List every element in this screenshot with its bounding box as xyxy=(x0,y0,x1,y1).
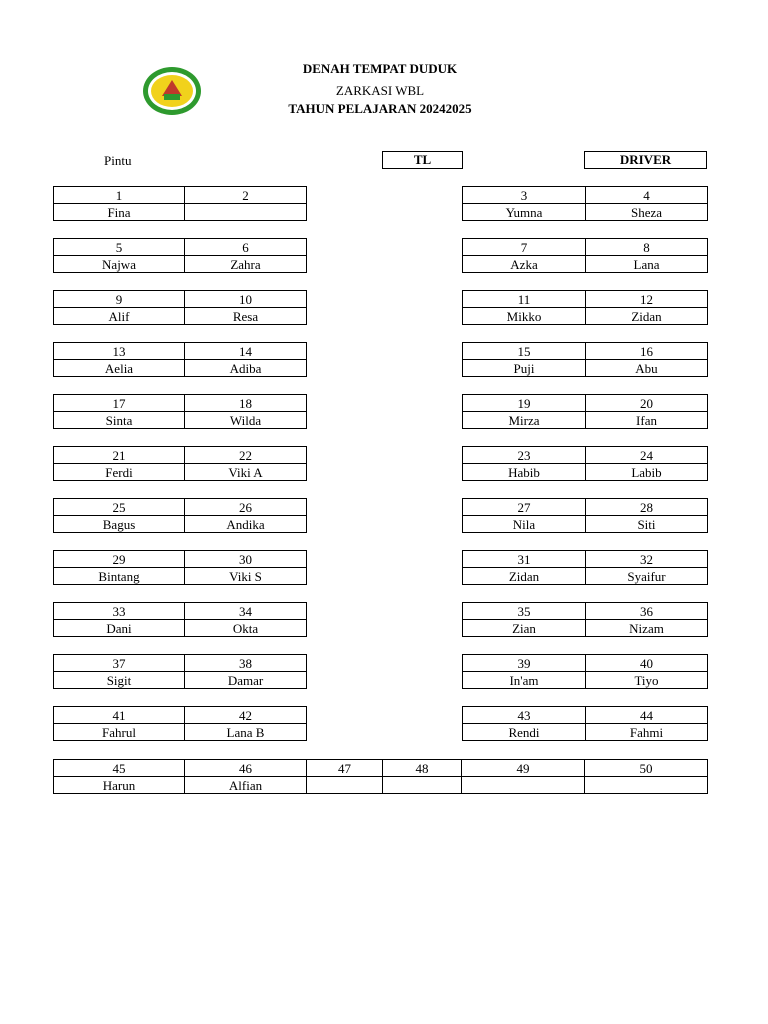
seat-pair-right xyxy=(462,446,708,481)
seat-name: Adiba xyxy=(185,360,307,377)
seat-name: Tiyo xyxy=(586,672,708,689)
seat-pair-right xyxy=(462,290,708,325)
seat-number: 3 xyxy=(463,187,586,204)
seat-pair-right xyxy=(462,550,708,585)
seat-name: Labib xyxy=(586,464,708,481)
seat-number: 13 xyxy=(54,343,185,360)
tl-label: TL xyxy=(382,151,463,169)
seat-pair-left xyxy=(53,342,307,377)
seat-names-row xyxy=(54,360,307,377)
driver-label: DRIVER xyxy=(584,151,707,169)
seat-name: Sinta xyxy=(54,412,185,429)
seat-name: Syaifur xyxy=(586,568,708,585)
page-subtitle: ZARKASI WBL xyxy=(335,83,425,98)
seat-names-row xyxy=(54,620,307,637)
seat-name xyxy=(185,204,307,221)
seat-number: 45 xyxy=(54,760,185,777)
seat-name: Zian xyxy=(463,620,586,637)
seat-number: 48 xyxy=(383,760,462,777)
seat-number: 38 xyxy=(185,655,307,672)
seat-name: Dani xyxy=(54,620,185,637)
seat-numbers-row xyxy=(54,551,307,568)
seat-name: In'am xyxy=(463,672,586,689)
seat-name: Nizam xyxy=(586,620,708,637)
seat-numbers-row xyxy=(463,603,708,620)
seat-names-row xyxy=(463,204,708,221)
seat-number: 11 xyxy=(463,291,586,308)
seat-name: Zidan xyxy=(586,308,708,325)
seat-numbers-row xyxy=(54,707,307,724)
seat-name: Azka xyxy=(463,256,586,273)
seat-number: 10 xyxy=(185,291,307,308)
seat-number: 26 xyxy=(185,499,307,516)
seat-number: 49 xyxy=(462,760,585,777)
seat-number: 14 xyxy=(185,343,307,360)
seat-name: Zahra xyxy=(185,256,307,273)
seat-name: Yumna xyxy=(463,204,586,221)
seat-name: Aelia xyxy=(54,360,185,377)
seat-number: 22 xyxy=(185,447,307,464)
seat-number: 42 xyxy=(185,707,307,724)
seat-name: Zidan xyxy=(463,568,586,585)
back-row-table xyxy=(53,759,708,794)
seat-pair-left xyxy=(53,446,307,481)
seat-name: Fahrul xyxy=(54,724,185,741)
seat-number: 5 xyxy=(54,239,185,256)
seat-pair-left xyxy=(53,706,307,741)
seat-numbers-row xyxy=(54,395,307,412)
seat-pair-right xyxy=(462,342,708,377)
seat-numbers-row xyxy=(463,343,708,360)
seat-names-row xyxy=(463,516,708,533)
seat-name: Abu xyxy=(586,360,708,377)
seat-name: Habib xyxy=(463,464,586,481)
seat-names-row xyxy=(463,256,708,273)
seat-pair-right xyxy=(462,654,708,689)
seat-number: 7 xyxy=(463,239,586,256)
seat-names-row xyxy=(463,308,708,325)
seat-number: 37 xyxy=(54,655,185,672)
seat-names-row xyxy=(54,412,307,429)
seat-names-row xyxy=(54,204,307,221)
seat-name: Siti xyxy=(586,516,708,533)
seat-number: 23 xyxy=(463,447,586,464)
seat-names-row xyxy=(463,672,708,689)
seat-names-row xyxy=(54,568,307,585)
seat-pair-left xyxy=(53,654,307,689)
seat-name: Resa xyxy=(185,308,307,325)
seat-numbers-row xyxy=(463,447,708,464)
seat-name xyxy=(307,777,383,794)
seat-name: Bagus xyxy=(54,516,185,533)
seat-name: Nila xyxy=(463,516,586,533)
seat-names-row xyxy=(463,568,708,585)
seat-name: Damar xyxy=(185,672,307,689)
seat-number: 30 xyxy=(185,551,307,568)
seat-name: Okta xyxy=(185,620,307,637)
seat-names-row xyxy=(54,516,307,533)
seat-name: Harun xyxy=(54,777,185,794)
seat-number: 50 xyxy=(585,760,708,777)
seat-number: 46 xyxy=(185,760,307,777)
seat-names-row xyxy=(54,256,307,273)
seat-name: Viki S xyxy=(185,568,307,585)
academic-year: TAHUN PELAJARAN 20242025 xyxy=(288,101,472,116)
seat-number: 29 xyxy=(54,551,185,568)
seat-number: 20 xyxy=(586,395,708,412)
seat-number: 16 xyxy=(586,343,708,360)
seat-number: 35 xyxy=(463,603,586,620)
seat-number: 8 xyxy=(586,239,708,256)
seat-pair-right xyxy=(462,706,708,741)
seat-name: Alfian xyxy=(185,777,307,794)
seat-name: Andika xyxy=(185,516,307,533)
seat-number: 31 xyxy=(463,551,586,568)
seat-name: Mikko xyxy=(463,308,586,325)
seat-name: Alif xyxy=(54,308,185,325)
seat-numbers-row xyxy=(54,447,307,464)
seat-number: 21 xyxy=(54,447,185,464)
seat-numbers-row xyxy=(463,551,708,568)
seat-name: Mirza xyxy=(463,412,586,429)
seat-numbers-row xyxy=(463,187,708,204)
seat-pair-left xyxy=(53,602,307,637)
seat-name: Wilda xyxy=(185,412,307,429)
seat-name: Rendi xyxy=(463,724,586,741)
seat-name: Najwa xyxy=(54,256,185,273)
seat-number: 44 xyxy=(586,707,708,724)
seat-names-row xyxy=(463,464,708,481)
seat-numbers-row xyxy=(54,343,307,360)
school-logo xyxy=(142,66,202,116)
seat-pair-right xyxy=(462,498,708,533)
seat-name: Fina xyxy=(54,204,185,221)
seat-number: 9 xyxy=(54,291,185,308)
seat-number: 33 xyxy=(54,603,185,620)
seat-names-row xyxy=(463,412,708,429)
seat-number: 40 xyxy=(586,655,708,672)
seat-pair-left xyxy=(53,186,307,221)
seat-number: 27 xyxy=(463,499,586,516)
seat-name: Ifan xyxy=(586,412,708,429)
seat-pair-right xyxy=(462,186,708,221)
seat-number: 18 xyxy=(185,395,307,412)
seat-names-row xyxy=(463,724,708,741)
seat-pair-left xyxy=(53,290,307,325)
seat-number: 43 xyxy=(463,707,586,724)
seat-name: Fahmi xyxy=(586,724,708,741)
seat-numbers-row xyxy=(54,603,307,620)
seat-pair-right xyxy=(462,238,708,273)
seat-number: 19 xyxy=(463,395,586,412)
seat-numbers-row xyxy=(54,239,307,256)
seat-number: 2 xyxy=(185,187,307,204)
back-row-names xyxy=(54,777,708,794)
seat-numbers-row xyxy=(463,707,708,724)
seat-number: 32 xyxy=(586,551,708,568)
seat-names-row xyxy=(463,360,708,377)
seat-numbers-row xyxy=(463,239,708,256)
seat-number: 24 xyxy=(586,447,708,464)
seat-number: 6 xyxy=(185,239,307,256)
seat-pair-right xyxy=(462,394,708,429)
seat-number: 39 xyxy=(463,655,586,672)
seat-number: 47 xyxy=(307,760,383,777)
seat-name: Lana xyxy=(586,256,708,273)
seat-number: 25 xyxy=(54,499,185,516)
seat-name xyxy=(585,777,708,794)
seat-numbers-row xyxy=(463,395,708,412)
seat-names-row xyxy=(54,724,307,741)
seat-number: 41 xyxy=(54,707,185,724)
seat-name: Lana B xyxy=(185,724,307,741)
seat-names-row xyxy=(463,620,708,637)
seat-names-row xyxy=(54,308,307,325)
seat-name: Sigit xyxy=(54,672,185,689)
seat-pair-left xyxy=(53,498,307,533)
seat-numbers-row xyxy=(54,655,307,672)
seat-pair-left xyxy=(53,394,307,429)
seat-names-row xyxy=(54,672,307,689)
seat-numbers-row xyxy=(54,187,307,204)
seat-name: Puji xyxy=(463,360,586,377)
seat-names-row xyxy=(54,464,307,481)
seat-pair-left xyxy=(53,550,307,585)
seat-name: Sheza xyxy=(586,204,708,221)
seat-number: 12 xyxy=(586,291,708,308)
back-row-numbers xyxy=(54,760,708,777)
seat-name: Bintang xyxy=(54,568,185,585)
seat-numbers-row xyxy=(463,499,708,516)
door-label: Pintu xyxy=(104,153,132,168)
seat-numbers-row xyxy=(463,291,708,308)
page-title: DENAH TEMPAT DUDUK xyxy=(302,61,458,76)
seat-number: 36 xyxy=(586,603,708,620)
seat-numbers-row xyxy=(54,499,307,516)
seat-name xyxy=(462,777,585,794)
seat-pair-left xyxy=(53,238,307,273)
seat-name xyxy=(383,777,462,794)
seat-number: 17 xyxy=(54,395,185,412)
seat-number: 34 xyxy=(185,603,307,620)
seat-name: Viki A xyxy=(185,464,307,481)
seat-number: 1 xyxy=(54,187,185,204)
seat-numbers-row xyxy=(463,655,708,672)
seat-name: Ferdi xyxy=(54,464,185,481)
seat-number: 28 xyxy=(586,499,708,516)
seat-pair-right xyxy=(462,602,708,637)
seat-number: 4 xyxy=(586,187,708,204)
seat-numbers-row xyxy=(54,291,307,308)
seat-number: 15 xyxy=(463,343,586,360)
